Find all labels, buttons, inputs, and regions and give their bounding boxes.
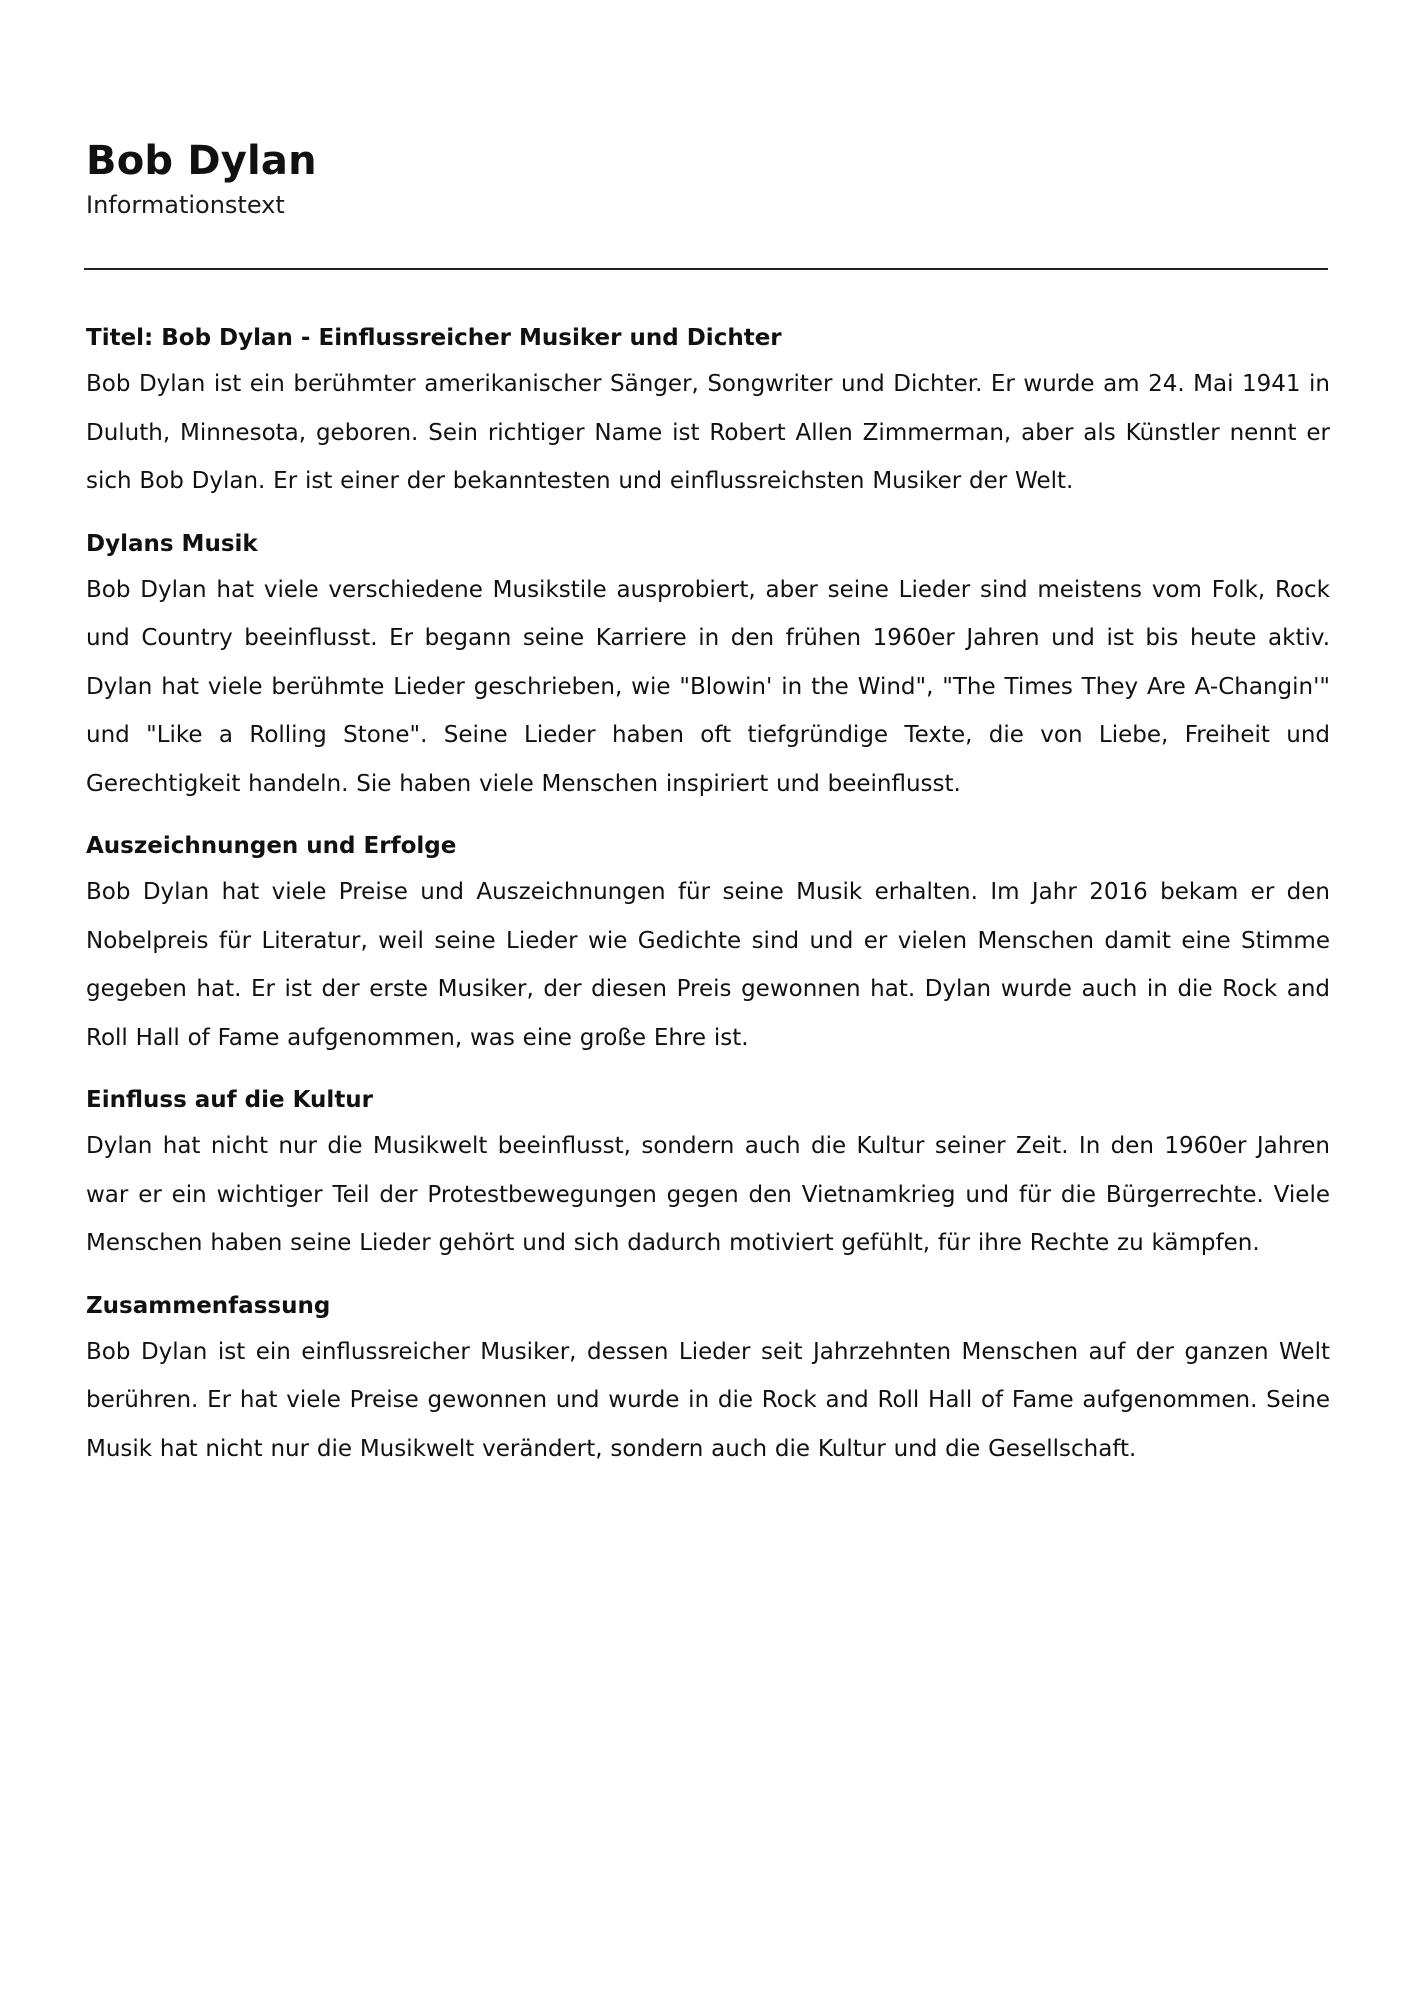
title-divider: [84, 268, 1328, 270]
section-heading: Zusammenfassung: [86, 1292, 331, 1319]
section-paragraph: Bob Dylan hat viele verschiedene Musikstile ausprobiert, aber seine Lieder sind meistens vom Folk, Rock und Country beeinflusst. Er begann seine Karriere in den frühen 1960er Jahren und ist bis heute aktiv. Dylan hat viele berühmte Lieder geschrieben, wie "Blowin' in the Wind", "The Times They Are A-Changin'" und "Like a Rolling Stone". Seine Lieder haben oft tiefgründige Texte, die von Liebe, Freiheit und Gerechtigkeit handeln. Sie haben viele Menschen inspiriert und beeinflusst.: [86, 576, 1330, 797]
section-heading: Auszeichnungen und Erfolge: [86, 833, 457, 859]
section-einfluss-kultur: [86, 1078, 1330, 1268]
section-paragraph: Bob Dylan hat viele Preise und Auszeichnungen für seine Musik erhalten. Im Jahr 2016 bekam er den Nobelpreis für Literatur, weil seine Lieder wie Gedichte sind und er vielen Menschen damit eine Stimme gegeben hat. Er ist der erste Musiker, der diesen Preis gewonnen hat. Dylan wurde auch in die Rock and Roll Hall of Fame aufgenommen, was eine große Ehre ist.: [86, 879, 1330, 1051]
section-paragraph: Bob Dylan ist ein berühmter amerikanischer Sänger, Songwriter und Dichter. Er wurde am 24. Mai 1941 in Duluth, Minnesota, geboren. Sein richtiger Name ist Robert Allen Zimmerman, aber als Künstler nennt er sich Bob Dylan. Er ist einer der bekanntesten und einflussreichsten Musiker der Welt.: [86, 371, 1330, 494]
section-paragraph: Bob Dylan ist ein einflussreicher Musiker, dessen Lieder seit Jahrzehnten Menschen auf der ganzen Welt berühren. Er hat viele Preise gewonnen und wurde in die Rock and Roll Hall of Fame aufgenommen. Seine Musik hat nicht nur die Musikwelt verändert, sondern auch die Kultur und die Gesellschaft.: [86, 1338, 1330, 1462]
section-dylans-musik: [86, 522, 1330, 809]
section-heading: Titel: Bob Dylan - Einflussreicher Musiker und Dichter: [86, 325, 782, 351]
section-zusammenfassung: [86, 1284, 1330, 1474]
section-auszeichnungen: [86, 824, 1330, 1062]
section-heading: Einfluss auf die Kultur: [86, 1087, 374, 1113]
document-title: Bob Dylan: [86, 138, 317, 184]
section-intro: [86, 316, 1330, 506]
section-paragraph: Dylan hat nicht nur die Musikwelt beeinflusst, sondern auch die Kultur seiner Zeit. In den 1960er Jahren war er ein wichtiger Teil der Protestbewegungen gegen den Vietnamkrieg und für die Bürgerrechte. Viele Menschen haben seine Lieder gehört und sich dadurch motiviert gefühlt, für ihre Rechte zu kämpfen.: [86, 1133, 1330, 1256]
section-heading: Dylans Musik: [86, 530, 258, 557]
document-content: [86, 316, 1330, 1489]
document-subtitle: Informationstext: [86, 191, 285, 219]
